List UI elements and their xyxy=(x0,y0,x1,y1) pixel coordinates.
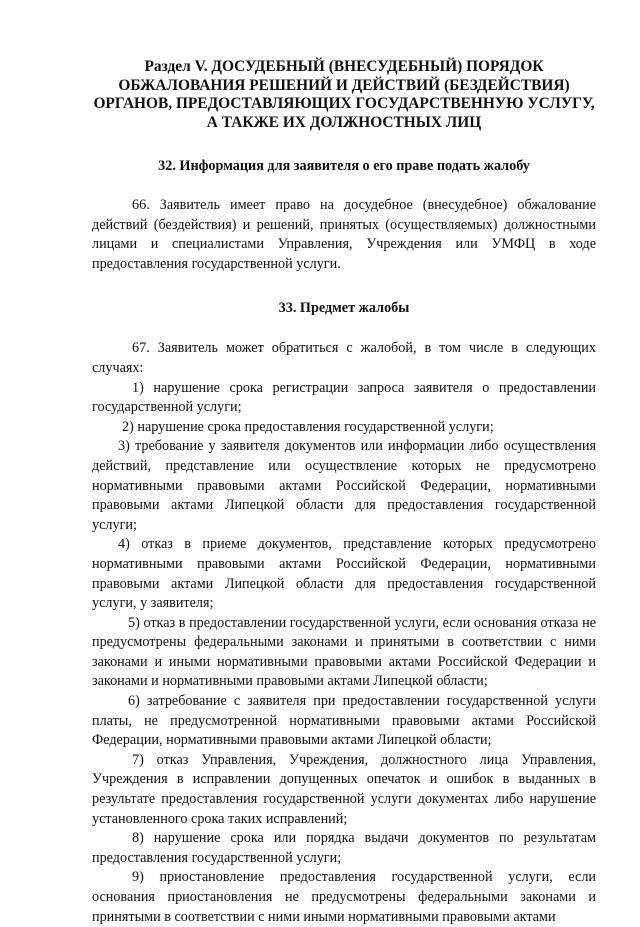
paragraph-67-item-1: 1) нарушение срока регистрации запроса заявителя о предоставлении государственной услуги; xyxy=(92,379,596,416)
section-heading-line-2: ОБЖАЛОВАНИЯ РЕШЕНИЙ И ДЕЙСТВИЙ (БЕЗДЕЙСТВИЯ) xyxy=(118,76,570,94)
section-heading xyxy=(92,58,596,132)
document-page xyxy=(92,58,596,927)
paragraph-67-item-6: 6) затребование с заявителя при предоставлении государственной услуги платы, не предусмотренной нормативными правовыми актами Российской Федерации, нормативными правовыми актами Липецкой области; xyxy=(92,693,596,749)
paragraph-67-item-7: 7) отказ Управления, Учреждения, должностного лица Управления, Учреждения в исправлении допущенных опечаток и ошибок в выданных в результате предоставления государственной услуги документах либо нарушение установленного срока таких исправлений; xyxy=(92,751,596,827)
paragraph-67-item-5: 5) отказ в предоставлении государственной услуги, если основания отказа не предусмотрены федеральными законами и принятыми в соответствии с ними законами и иными нормативными правовыми актами Российской Федерации и законами и нормативными правовыми актами Липецкой области; xyxy=(92,614,596,690)
subsection-33-heading: 33. Предмет жалобы xyxy=(278,300,410,317)
paragraph-66: 66. Заявитель имеет право на досудебное (внесудебное) обжалование действий (бездействия) и решений, принятых (осуществляемых) должностными лицами и специалистами Управления, Учреждения или УМФЦ в ходе предоставления государственной услуги. xyxy=(92,197,596,272)
section-heading-line-4: А ТАКЖЕ ИХ ДОЛЖНОСТНЫХ ЛИЦ xyxy=(206,113,482,131)
paragraph-67-item-4: 4) отказ в приеме документов, представление которых предусмотрено нормативными правовыми актами Российской Федерации, нормативными правовыми актами Липецкой области для предоставления государственной услуги, у заявителя; xyxy=(92,536,596,612)
paragraph-67-item-9: 9) приостановление предоставления государственной услуги, если основания приостановления не предусмотрены федеральными законами и принятыми в соответствии с ними иными нормативными правовыми актами xyxy=(92,869,596,925)
subsection-32-heading: 32. Информация для заявителя о его праве подать жалобу xyxy=(158,158,530,174)
paragraph-67-item-3: 3) требование у заявителя документов или информации либо осуществления действий, представление или осуществление которых не предусмотрено нормативными правовыми актами Российской Федерации, нормативными правовыми актами Липецкой области для предоставления государственной услуги; xyxy=(92,438,596,533)
paragraph-67-intro: 67. Заявитель может обратиться с жалобой, в том числе в следующих случаях: xyxy=(92,340,596,376)
section-heading-line-1: Раздел V. ДОСУДЕБНЫЙ (ВНЕСУДЕБНЫЙ) ПОРЯДОК xyxy=(144,58,544,75)
paragraph-67-item-2: 2) нарушение срока предоставления государственной услуги; xyxy=(122,418,494,435)
section-heading-line-3: ОРГАНОВ, ПРЕДОСТАВЛЯЮЩИХ ГОСУДАРСТВЕННУЮ УСЛУГУ, xyxy=(93,95,595,112)
paragraph-67-item-8: 8) нарушение срока или порядка выдачи документов по результатам предоставления государственной услуги; xyxy=(92,830,596,866)
